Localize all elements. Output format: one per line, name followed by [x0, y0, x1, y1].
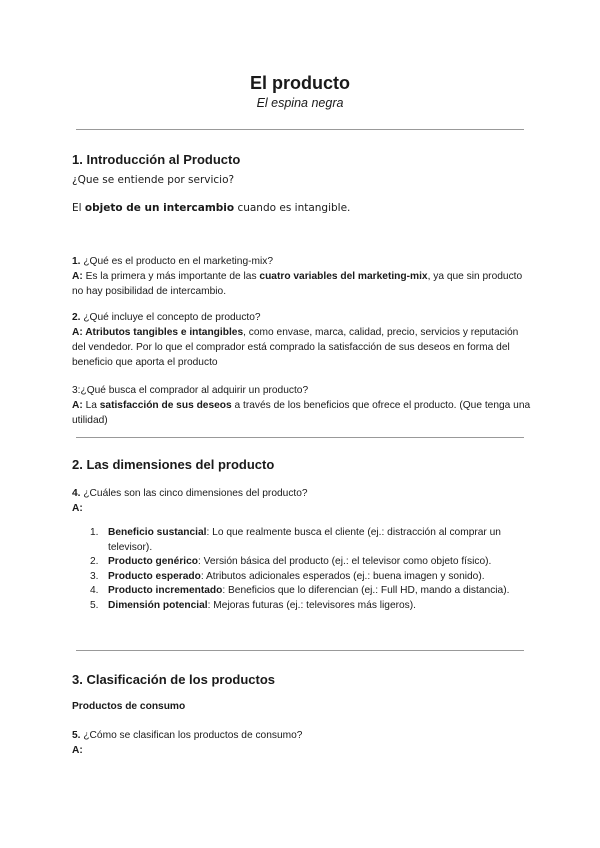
question-2-text: ¿Qué incluye el concepto de producto? [80, 312, 261, 323]
answer-2-post: , como envase, marca, calidad, precio, servicios y reputación del vendedor. Por lo que el comprador está comprado la satisfacción de sus deseos en forma del beneficio que aporta el producto [72, 327, 519, 368]
question-4 [72, 486, 532, 501]
service-answer [72, 201, 532, 216]
question-1-number: 1. [72, 256, 81, 267]
list-item-term: Beneficio sustancial [108, 527, 207, 538]
question-5-text: ¿Cómo se clasifican los productos de consumo? [80, 730, 303, 741]
divider [76, 129, 524, 130]
list-item-term: Dimensión potencial [108, 599, 208, 611]
question-1-text: ¿Qué es el producto en el marketing-mix? [80, 256, 274, 267]
list-item-description: : Beneficios que lo diferencian (ej.: Full HD, mando a distancia). [222, 585, 510, 596]
question-5 [72, 728, 532, 743]
list-item-number: 2. [90, 556, 99, 567]
answer-5 [72, 743, 532, 758]
document-title: El producto [250, 73, 350, 93]
answer-3-bold: satisfacción de sus deseos [99, 400, 232, 411]
section-2-heading: 2. Las dimensiones del producto [72, 457, 275, 472]
question-4-text: ¿Cuáles son las cinco dimensiones del producto? [80, 488, 308, 499]
list-item [72, 584, 532, 599]
list-item-term: Producto esperado [108, 570, 201, 582]
question-1 [72, 254, 532, 269]
answer-2-label: A: [72, 327, 83, 338]
list-item-description: : Lo que realmente busca el cliente (ej.: distracción al comprar un televisor). [108, 527, 501, 553]
question-2-number: 2. [72, 312, 81, 323]
answer-3 [72, 398, 532, 428]
answer-1-post: , ya que sin producto no hay posibilidad de intercambio. [72, 271, 523, 297]
answer-5-label: A: [72, 745, 83, 756]
list-item-number: 1. [90, 527, 99, 538]
answer-2-bold: Atributos tangibles e intangibles [82, 327, 244, 338]
answer-4-label: A: [72, 503, 83, 514]
list-item-number: 5. [90, 599, 99, 611]
list-item-number: 4. [90, 585, 99, 596]
question-5-number: 5. [72, 730, 81, 741]
service-answer-post: cuando es intangible. [234, 202, 351, 214]
document-subtitle: El espina negra [256, 96, 344, 110]
answer-3-post: a través de los beneficios que ofrece el producto. (Que tenga una utilidad) [72, 400, 531, 426]
answer-3-label: A: [72, 400, 83, 411]
divider [76, 437, 524, 438]
service-question [72, 173, 532, 188]
question-4-number: 4. [72, 488, 81, 499]
answer-1 [72, 269, 532, 299]
list-item [72, 599, 532, 614]
list-item [72, 570, 532, 585]
answer-4 [72, 501, 532, 516]
answer-3-pre: La [82, 400, 100, 411]
list-item-term: Producto incrementado [108, 585, 223, 596]
list-item-description: : Versión básica del producto (ej.: el televisor como objeto físico). [198, 556, 492, 567]
divider [76, 650, 524, 651]
answer-1-pre: Es la primera y más importante de las [82, 271, 260, 282]
list-item-description: : Atributos adicionales esperados (ej.: buena imagen y sonido). [200, 570, 485, 582]
question-2 [72, 310, 532, 325]
list-item-term: Producto genérico [108, 556, 199, 567]
service-question-text: ¿Que se entiende por servicio? [72, 174, 235, 186]
section-3-heading: 3. Clasificación de los productos [72, 672, 275, 687]
service-answer-pre: El [72, 202, 85, 214]
answer-1-label: A: [72, 271, 83, 282]
service-answer-bold: objeto de un intercambio [84, 202, 235, 214]
list-item [72, 526, 532, 555]
list-item [72, 555, 532, 570]
answer-2 [72, 325, 532, 370]
question-3 [72, 383, 532, 398]
list-item-number: 3. [90, 570, 99, 582]
answer-1-bold: cuatro variables del marketing-mix [259, 271, 428, 282]
dimensions-list [72, 526, 532, 613]
list-item-description: : Mejoras futuras (ej.: televisores más ligeros). [207, 599, 416, 611]
question-3-text: 3:¿Qué busca el comprador al adquirir un producto? [72, 385, 309, 396]
subsection-heading: Productos de consumo [72, 701, 186, 712]
section-1-heading: 1. Introducción al Producto [72, 152, 241, 167]
